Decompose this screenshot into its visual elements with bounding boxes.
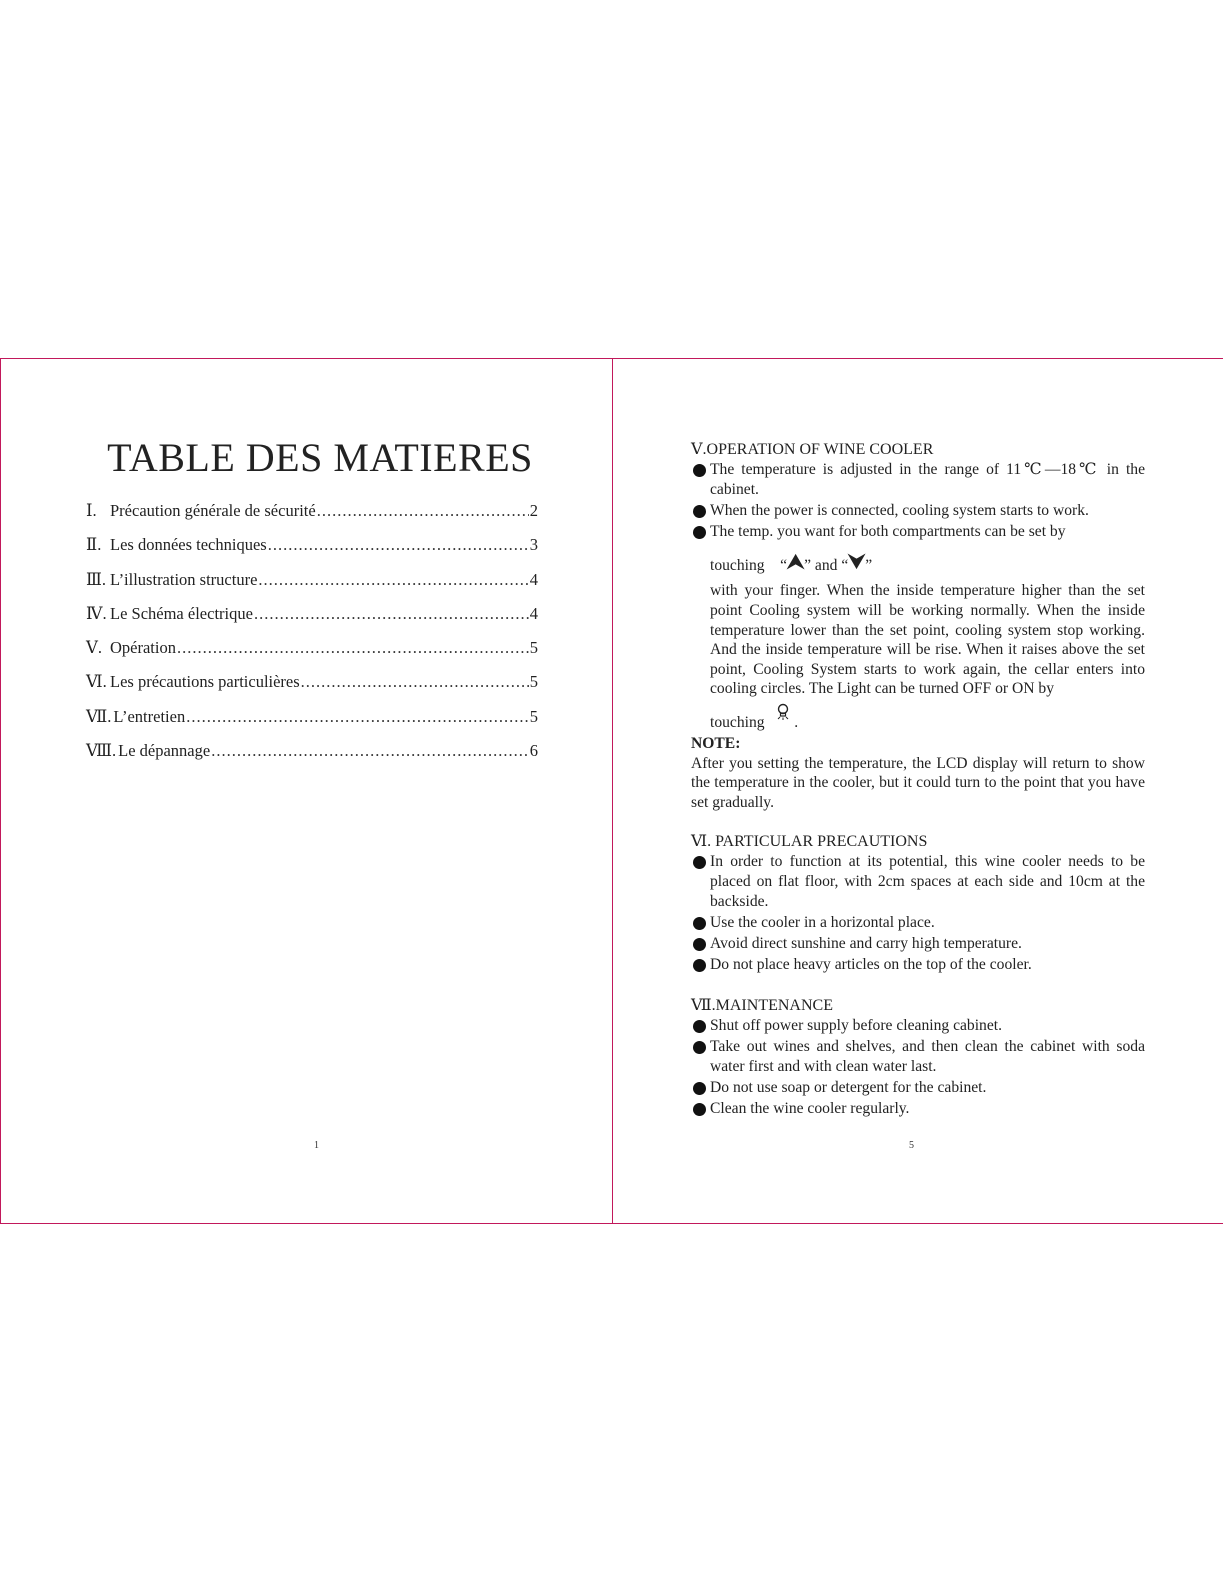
toc-entry xyxy=(86,501,538,535)
toc-label: Les données techniques xyxy=(110,535,267,555)
toc-page: 3 xyxy=(529,535,538,555)
toc-label: Précaution générale de sécurité xyxy=(110,501,316,520)
toc-entry xyxy=(86,707,538,741)
toc-entry xyxy=(86,672,538,706)
list-item: When the power is connected, cooling system starts to work. xyxy=(691,501,1145,521)
toc-page: 6 xyxy=(529,741,538,761)
down-arrow-icon: ⮟ xyxy=(848,551,866,574)
text-period: . xyxy=(794,713,799,731)
toc-number: Ⅶ. xyxy=(86,706,112,726)
toc-leader xyxy=(186,707,529,727)
up-arrow-icon: ⮝ xyxy=(787,551,805,574)
page-number: 5 xyxy=(909,1140,914,1151)
toc-label: Le Schéma électrique xyxy=(110,603,253,623)
quote-close: ” xyxy=(865,557,873,575)
toc-label: L’illustration structure xyxy=(110,569,258,589)
text-touching: touching xyxy=(710,557,765,575)
text-and: and xyxy=(814,557,838,575)
toc-leader xyxy=(301,672,529,692)
toc-entry xyxy=(86,604,538,638)
quote-close: ” xyxy=(804,557,812,575)
toc-label: Le dépannage xyxy=(118,741,211,761)
list-item: Avoid direct sunshine and carry high temperature. xyxy=(691,934,1145,954)
toc-leader xyxy=(177,638,529,658)
note-text: After you setting the temperature, the LCD display will return to show the temperature in the cooler, but it could turn to the point that you have set gradually. xyxy=(691,754,1145,811)
text-body: with your finger. When the inside temperature higher than the set point Cooling system will be working normally. When the inside temperature lower than the set point, cooling system stop working. And the inside temperature will be rise. When it raises above the set point, Cooling System starts to work again, the cellar enters into cooling circles. The Light can be turned OFF or ON by xyxy=(710,582,1145,698)
toc-number: Ⅴ. xyxy=(86,638,103,658)
toc-title: TABLE DES MATIERES xyxy=(107,435,533,480)
toc-leader xyxy=(317,501,529,521)
toc-leader xyxy=(211,741,529,761)
page-number: 1 xyxy=(314,1140,319,1151)
section-title-operation: Ⅴ.OPERATION OF WINE COOLER xyxy=(691,441,934,458)
right-page-content xyxy=(691,440,1145,1120)
precautions-list xyxy=(691,852,1145,974)
section-title-precautions: Ⅵ. PARTICULAR PRECAUTIONS xyxy=(691,833,928,851)
toc-number: Ⅷ. xyxy=(86,741,117,761)
list-item: The temperature is adjusted in the range of 11℃—18℃ in the cabinet. xyxy=(691,460,1145,499)
toc-list xyxy=(86,501,538,775)
maintenance-list xyxy=(691,1016,1145,1118)
left-page xyxy=(0,358,612,1224)
list-item: In order to function at its potential, this wine cooler needs to be placed on flat floor, with 2cm spaces at each side and 10cm at the backside. xyxy=(691,852,1145,911)
list-item: Do not use soap or detergent for the cabinet. xyxy=(691,1078,1145,1098)
toc-label: L’entretien xyxy=(113,706,186,726)
toc-label: Opération xyxy=(110,638,176,658)
text-line: The temp. you want for both compartments can be set by xyxy=(710,522,1066,540)
toc-number: Ⅰ. xyxy=(86,501,97,520)
light-bulb-icon xyxy=(776,703,790,723)
toc-number: Ⅳ. xyxy=(86,603,107,623)
spacer xyxy=(691,812,1145,832)
right-page xyxy=(613,358,1224,1224)
toc-entry xyxy=(86,570,538,604)
toc-page: 5 xyxy=(529,672,538,692)
toc-page: 4 xyxy=(529,603,538,623)
toc-leader xyxy=(268,535,529,555)
list-item: Use the cooler in a horizontal place. xyxy=(691,913,1145,933)
toc-number: Ⅲ. xyxy=(86,569,107,589)
toc-entry xyxy=(86,638,538,672)
touch-line-light xyxy=(710,703,1145,733)
note-label: NOTE: xyxy=(691,735,741,753)
toc-label: Les précautions particulières xyxy=(110,672,300,692)
toc-page: 4 xyxy=(529,569,538,589)
toc-number: Ⅱ. xyxy=(86,535,102,555)
toc-leader xyxy=(254,604,529,624)
list-item: Shut off power supply before cleaning cabinet. xyxy=(691,1016,1145,1036)
toc-leader xyxy=(258,570,528,590)
toc-page: 5 xyxy=(529,706,538,726)
operation-list xyxy=(691,460,1145,733)
toc-page: 5 xyxy=(529,638,538,658)
spacer xyxy=(691,976,1145,996)
list-item: Take out wines and shelves, and then clean the cabinet with soda water first and with clean water last. xyxy=(691,1037,1145,1076)
list-item: Do not place heavy articles on the top of the cooler. xyxy=(691,955,1145,975)
text-touching: touching xyxy=(710,713,765,731)
toc-number: Ⅵ. xyxy=(86,672,107,692)
toc-entry xyxy=(86,741,538,775)
section-title-maintenance: Ⅶ.MAINTENANCE xyxy=(691,996,833,1014)
toc-page: 2 xyxy=(529,501,538,520)
toc-entry xyxy=(86,535,538,569)
list-item: Clean the wine cooler regularly. xyxy=(691,1099,1145,1119)
list-item-touch-controls xyxy=(691,522,1145,733)
quote-open: “ xyxy=(780,557,788,575)
quote-open: “ xyxy=(841,557,849,575)
touch-line xyxy=(710,547,1145,581)
